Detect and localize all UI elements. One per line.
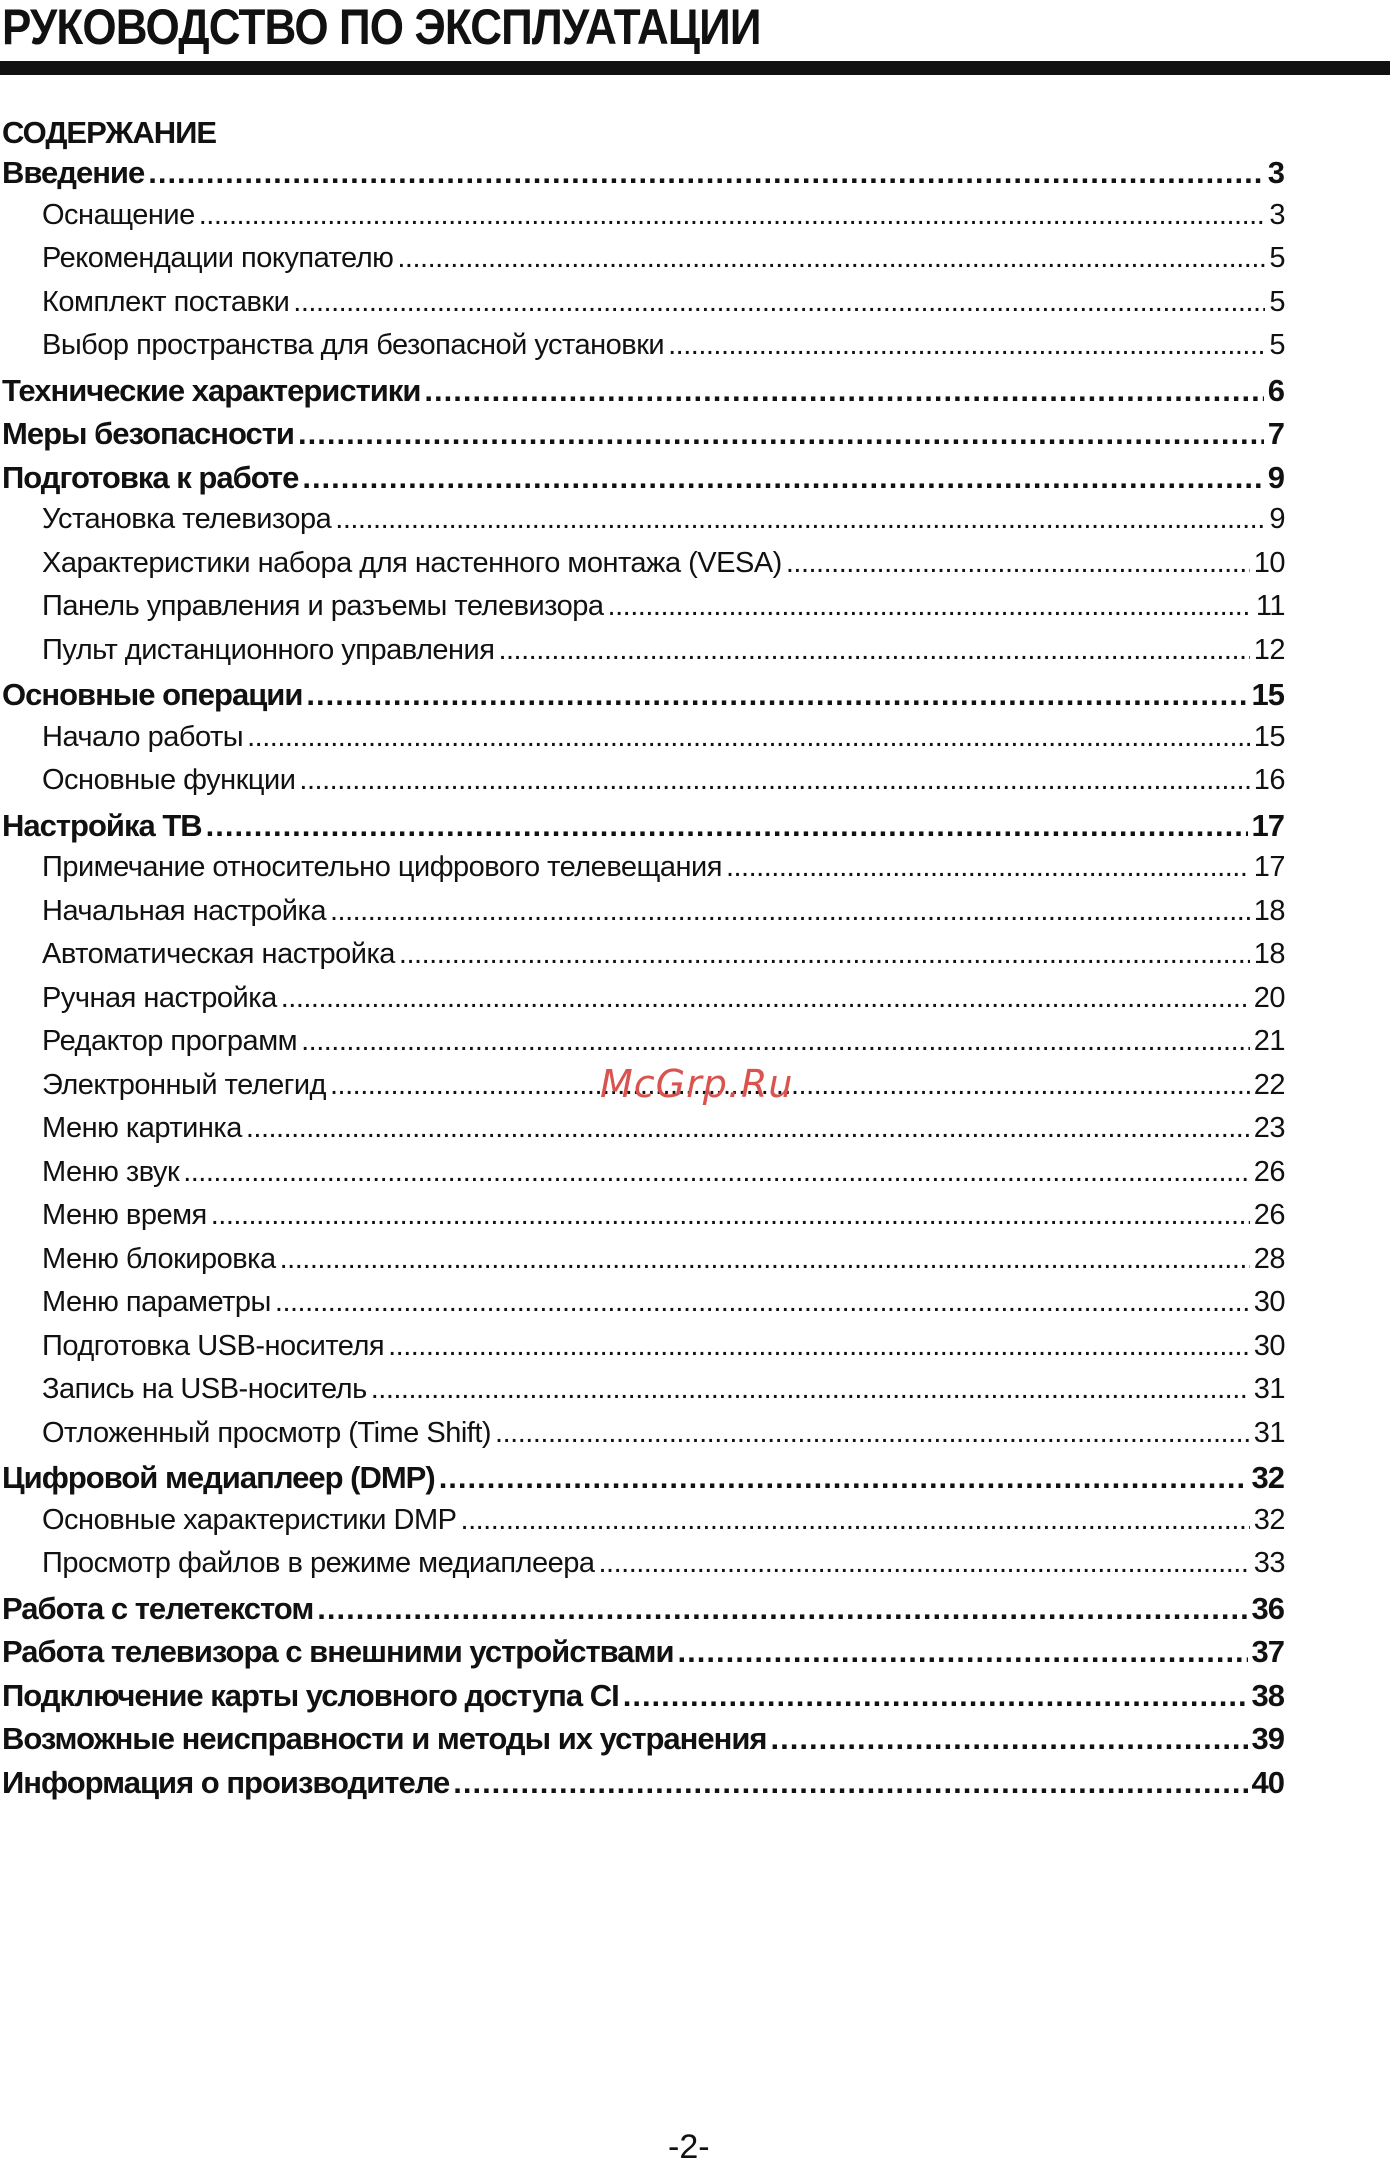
toc-dot-leader [397, 242, 1265, 275]
toc-dot-leader [608, 590, 1252, 623]
toc-entry-page: 23 [1253, 1112, 1285, 1144]
toc-dot-leader [439, 1460, 1248, 1496]
toc-entry-label: Работа с телетекстом [2, 1590, 314, 1626]
toc-entry-page: 9 [1267, 459, 1284, 495]
toc-dot-leader [771, 1721, 1248, 1757]
toc-subsection-entry[interactable] [42, 1417, 1285, 1461]
toc-section-entry[interactable] [2, 1591, 1284, 1635]
toc-section-entry[interactable] [2, 677, 1284, 721]
toc-subsection-entry[interactable] [42, 1547, 1285, 1591]
toc-dot-leader [247, 721, 1250, 754]
page-number: -2- [668, 2128, 710, 2166]
toc-entry-label: Примечание относительно цифрового телевещания [42, 851, 722, 883]
toc-subsection-entry[interactable] [42, 721, 1285, 765]
toc-dot-leader [495, 1417, 1250, 1450]
toc-entry-label: Основные функции [42, 764, 296, 796]
toc-section-entry[interactable] [2, 808, 1284, 852]
toc-entry-page: 30 [1253, 1329, 1285, 1362]
toc-entry-label: Ручная настройка [42, 981, 277, 1014]
toc-subsection-entry[interactable] [42, 329, 1285, 373]
toc-dot-leader [335, 503, 1265, 536]
toc-entry-page: 15 [1253, 720, 1285, 753]
toc-entry-label: Меню картинка [42, 1112, 242, 1144]
toc-entry-page: 33 [1253, 1547, 1285, 1579]
toc-entry-label: Подготовка USB-носителя [42, 1329, 385, 1362]
toc-subsection-entry[interactable] [42, 242, 1285, 286]
toc-subsection-entry[interactable] [42, 1373, 1285, 1417]
toc-entry-label: Меню блокировка [42, 1242, 276, 1275]
toc-entry-page: 20 [1253, 981, 1285, 1014]
toc-entry-page: 21 [1253, 1025, 1285, 1057]
toc-entry-page: 3 [1267, 155, 1284, 190]
toc-entry-label: Работа телевизора с внешними устройствами [2, 1634, 674, 1669]
toc-entry-page: 7 [1267, 416, 1284, 451]
toc-entry-label: Информация о производителе [2, 1764, 450, 1800]
toc-dot-leader [388, 1330, 1250, 1363]
toc-entry-page: 15 [1251, 677, 1284, 712]
toc-entry-label: Меры безопасности [2, 416, 294, 451]
toc-entry-label: Электронный телегид [42, 1068, 326, 1101]
toc-section-entry[interactable] [2, 416, 1284, 460]
toc-entry-page: 18 [1253, 938, 1285, 970]
toc-dot-leader [148, 155, 1264, 191]
toc-entry-label: Автоматическая настройка [42, 938, 395, 970]
toc-dot-leader [298, 416, 1264, 452]
toc-entry-label: Оснащение [42, 198, 195, 231]
toc-dot-leader [726, 851, 1250, 884]
toc-dot-leader [301, 1025, 1250, 1058]
toc-subsection-entry[interactable] [42, 764, 1285, 808]
toc-dot-leader [678, 1634, 1248, 1670]
toc-dot-leader [199, 199, 1266, 232]
toc-entry-page: 17 [1253, 851, 1285, 883]
toc-entry-label: Выбор пространства для безопасной установки [42, 329, 665, 361]
toc-dot-leader [453, 1765, 1247, 1801]
toc-subsection-entry[interactable] [42, 1156, 1285, 1200]
toc-entry-label: Панель управления и разъемы телевизора [42, 590, 604, 622]
toc-entry-label: Характеристики набора для настенного монтажа (VESA) [42, 546, 782, 579]
toc-dot-leader [246, 1112, 1250, 1145]
toc-entry-label: Установка телевизора [42, 503, 332, 535]
toc-dot-leader [299, 764, 1249, 797]
toc-entry-label: Основные операции [2, 677, 303, 712]
toc-entry-page: 28 [1253, 1242, 1285, 1275]
toc-entry-label: Рекомендации покупателю [42, 242, 394, 274]
toc-entry-page: 26 [1253, 1155, 1285, 1188]
toc-dot-leader [371, 1373, 1250, 1406]
toc-entry-page: 32 [1251, 1460, 1284, 1495]
toc-section-entry[interactable] [2, 373, 1284, 417]
toc-entry-label: Основные характеристики DMP [42, 1503, 457, 1536]
toc-entry-page: 36 [1251, 1590, 1284, 1626]
toc-entry-label: Меню звук [42, 1155, 180, 1188]
toc-entry-page: 16 [1253, 764, 1285, 796]
toc-subsection-entry[interactable] [42, 1112, 1285, 1156]
toc-dot-leader [330, 895, 1250, 928]
toc-subsection-entry[interactable] [42, 1286, 1285, 1330]
toc-dot-leader [206, 808, 1248, 844]
toc-entry-page: 37 [1251, 1634, 1284, 1669]
toc-subsection-entry[interactable] [42, 590, 1285, 634]
toc-subsection-entry[interactable] [42, 851, 1285, 895]
toc-dot-leader [399, 938, 1250, 971]
toc-entry-label: Комплект поставки [42, 285, 290, 318]
toc-entry-page: 22 [1253, 1068, 1285, 1101]
toc-entry-label: Начальная настройка [42, 894, 326, 927]
toc-dot-leader [293, 286, 1265, 319]
watermark: McGrp.Ru [600, 1062, 794, 1106]
toc-entry-page: 5 [1269, 329, 1285, 361]
toc-entry-page: 12 [1253, 633, 1285, 666]
toc-entry-page: 39 [1251, 1721, 1284, 1756]
toc-entry-label: Настройка ТВ [2, 807, 202, 843]
toc-entry-label: Меню время [42, 1199, 207, 1231]
toc-subsection-entry[interactable] [42, 1330, 1285, 1374]
toc-entry-label: Возможные неисправности и методы их устранения [2, 1721, 767, 1756]
toc-section-entry[interactable] [2, 1460, 1284, 1504]
toc-dot-leader [211, 1199, 1250, 1232]
toc-entry-page: 5 [1269, 242, 1285, 274]
toc-entry-page: 26 [1253, 1199, 1285, 1231]
toc-entry-page: 31 [1253, 1373, 1285, 1405]
toc-entry-page: 40 [1251, 1764, 1284, 1800]
toc-heading: СОДЕРЖАНИЕ [2, 115, 217, 150]
toc-subsection-entry[interactable] [42, 547, 1285, 591]
toc-entry-label: Просмотр файлов в режиме медиаплеера [42, 1547, 595, 1579]
toc-dot-leader [302, 460, 1263, 496]
toc-subsection-entry[interactable] [42, 938, 1285, 982]
header-rule [0, 61, 1390, 75]
toc-dot-leader [281, 982, 1250, 1015]
toc-entry-label: Подготовка к работе [2, 459, 299, 495]
toc-subsection-entry[interactable] [42, 982, 1285, 1026]
toc-section-entry[interactable] [2, 1678, 1284, 1722]
toc-section-entry[interactable] [2, 1765, 1284, 1809]
toc-entry-label: Технические характеристики [2, 372, 421, 408]
toc-subsection-entry[interactable] [42, 199, 1285, 243]
toc-subsection-entry[interactable] [42, 895, 1285, 939]
toc-entry-page: 18 [1253, 894, 1285, 927]
toc-dot-leader [424, 373, 1263, 409]
toc-entry-label: Запись на USB-носитель [42, 1373, 367, 1405]
toc-dot-leader [461, 1504, 1250, 1537]
toc-dot-leader [317, 1591, 1247, 1627]
toc-entry-page: 3 [1269, 198, 1285, 231]
toc-dot-leader [623, 1678, 1248, 1714]
toc-entry-label: Начало работы [42, 720, 244, 753]
toc-entry-page: 17 [1251, 807, 1284, 843]
toc-entry-label: Отложенный просмотр (Time Shift) [42, 1416, 492, 1449]
toc-section-entry[interactable] [2, 460, 1284, 504]
toc-dot-leader [786, 547, 1250, 580]
toc-dot-leader [275, 1286, 1250, 1319]
toc-subsection-entry[interactable] [42, 1199, 1285, 1243]
toc-section-entry[interactable] [2, 155, 1284, 199]
toc-entry-page: 30 [1253, 1286, 1285, 1318]
toc-entry-label: Введение [2, 155, 145, 190]
toc-dot-leader [183, 1156, 1250, 1189]
toc-entry-page: 38 [1251, 1677, 1284, 1713]
toc-entry-page: 5 [1269, 285, 1285, 318]
toc-subsection-entry[interactable] [42, 503, 1285, 547]
toc-entry-label: Меню параметры [42, 1286, 271, 1318]
toc-subsection-entry[interactable] [42, 1243, 1285, 1287]
toc-entry-page: 6 [1267, 372, 1284, 408]
toc-dot-leader [598, 1547, 1249, 1580]
toc-dot-leader [498, 634, 1249, 667]
toc-subsection-entry[interactable] [42, 1504, 1285, 1548]
toc-section-entry[interactable] [2, 1721, 1284, 1765]
toc-entry-label: Редактор программ [42, 1025, 298, 1057]
toc-subsection-entry[interactable] [42, 634, 1285, 678]
toc-dot-leader [280, 1243, 1250, 1276]
toc-dot-leader [306, 677, 1247, 713]
toc-dot-leader [668, 329, 1265, 362]
toc-entry-page: 11 [1255, 590, 1285, 622]
toc-entry-label: Пульт дистанционного управления [42, 633, 495, 666]
toc-entry-label: Подключение карты условного доступа CI [2, 1677, 619, 1713]
toc-entry-page: 10 [1253, 546, 1285, 579]
toc-entry-page: 32 [1253, 1503, 1285, 1536]
toc-entry-label: Цифровой медиаплеер (DMP) [2, 1460, 435, 1495]
toc-section-entry[interactable] [2, 1634, 1284, 1678]
page-title: РУКОВОДСТВО ПО ЭКСПЛУАТАЦИИ [2, 0, 761, 55]
toc-subsection-entry[interactable] [42, 286, 1285, 330]
toc-entry-page: 31 [1253, 1416, 1285, 1449]
toc-entry-page: 9 [1269, 503, 1285, 535]
